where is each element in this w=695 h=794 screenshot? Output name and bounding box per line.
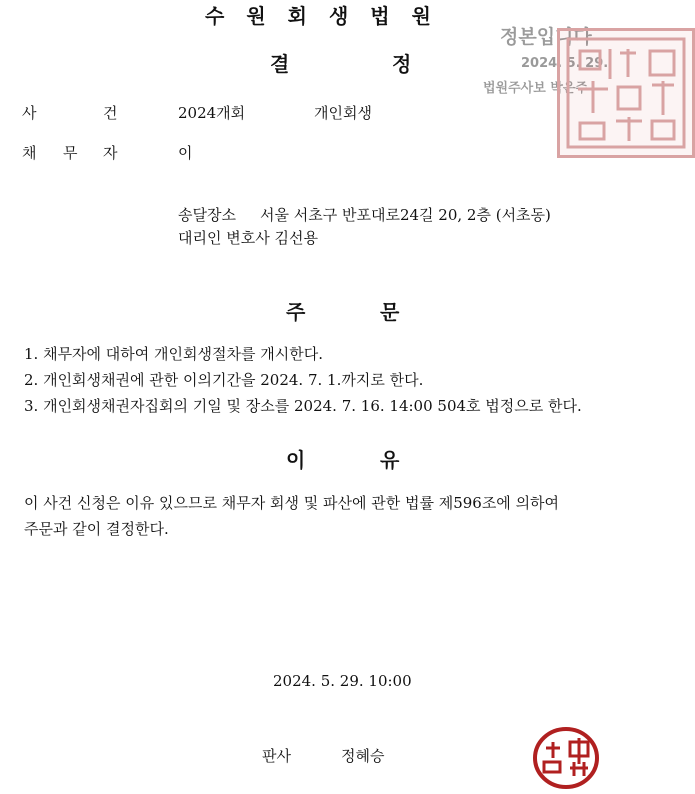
order-heading-right: 문 — [380, 300, 400, 324]
debtor-label-3: 자 — [103, 144, 118, 162]
decision-datetime: 2024. 5. 29. 10:00 — [273, 672, 412, 690]
reason-heading-right: 유 — [380, 448, 400, 472]
service-address: 서울 서초구 반포대로24길 20, 2층 (서초동) — [260, 206, 551, 224]
debtor-label-1: 채 — [22, 144, 37, 162]
certification-date: 2024. 5. 29. — [521, 56, 609, 71]
order-item: 3. 개인회생채권자집회의 기일 및 장소를 2024. 7. 16. 14:00 504호 법정으로 한다. — [24, 397, 582, 415]
reason-text-line-2: 주문과 같이 결정한다. — [24, 520, 169, 538]
certification-text: 정본입니다 — [500, 26, 592, 48]
debtor-name: 이 — [178, 144, 193, 162]
debtor-agent: 대리인 변호사 김선용 — [178, 229, 318, 247]
case-type: 개인회생 — [314, 104, 372, 122]
court-official-stamp — [557, 28, 695, 158]
service-address-label: 송달장소 — [178, 206, 236, 224]
order-heading-left: 주 — [286, 300, 306, 324]
court-name: 수원회생법원 — [205, 4, 453, 28]
case-label-2: 건 — [103, 104, 118, 122]
doc-title-right: 정 — [392, 52, 412, 76]
case-label-1: 사 — [22, 104, 37, 122]
judge-seal — [530, 724, 602, 790]
judge-name: 정혜승 — [341, 747, 385, 765]
judge-label: 판사 — [262, 747, 291, 765]
order-item: 1. 채무자에 대하여 개인회생절차를 개시한다. — [24, 345, 323, 363]
reason-heading-left: 이 — [286, 448, 306, 472]
case-number: 2024개회 — [178, 104, 246, 122]
debtor-label-2: 무 — [63, 144, 78, 162]
order-item: 2. 개인회생채권에 관한 이의기간을 2024. 7. 1.까지로 한다. — [24, 371, 424, 389]
doc-title-left: 결 — [270, 52, 290, 76]
certification-officer: 법원주사보 박은주 — [483, 81, 588, 96]
reason-text-line-1: 이 사건 신청은 이유 있으므로 채무자 회생 및 파산에 관한 법률 제596조에 의하여 — [24, 494, 560, 512]
